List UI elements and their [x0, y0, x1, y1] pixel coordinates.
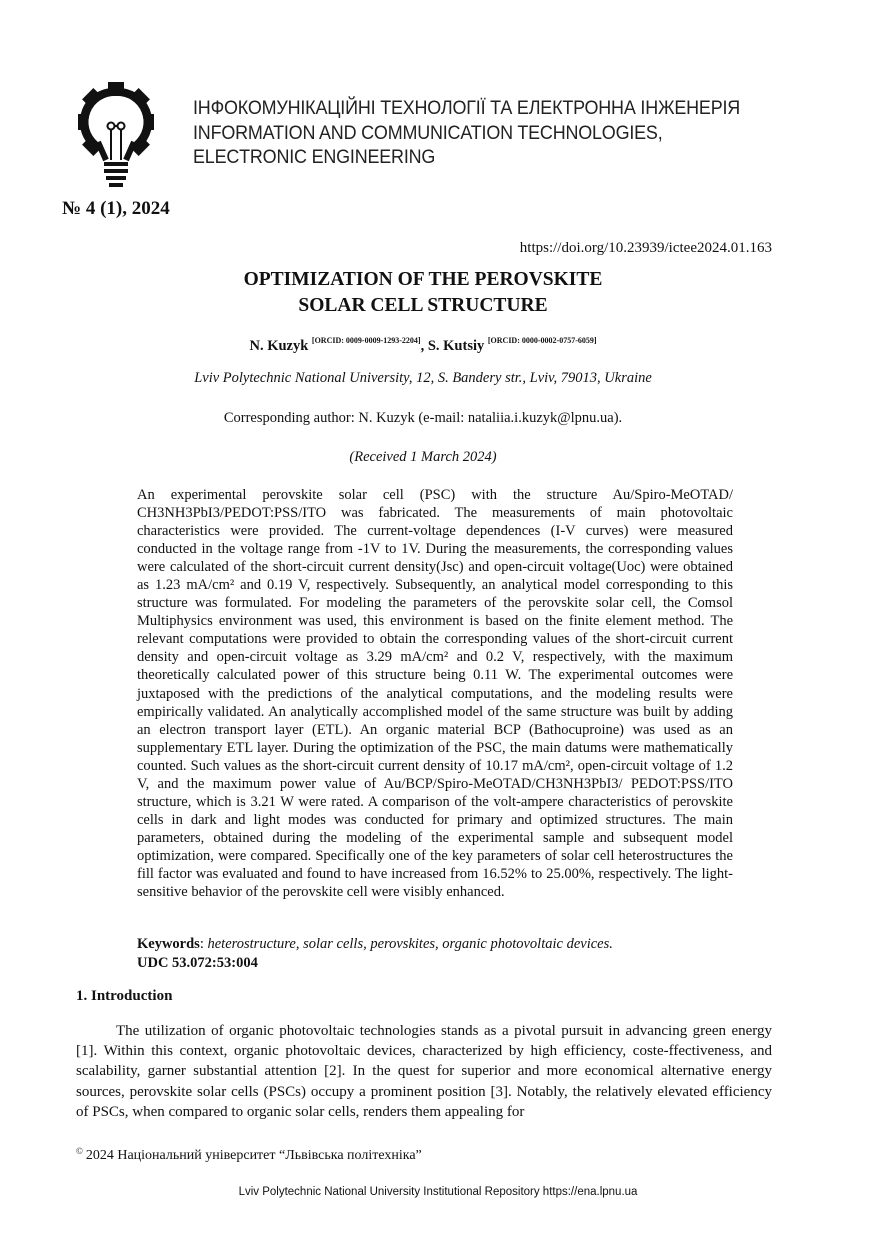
journal-name-english-line2: ELECTRONIC ENGINEERING	[193, 146, 436, 168]
author-name: S. Kutsiy	[427, 338, 485, 354]
introduction-paragraph: The utilization of organic photovoltaic technologies stands as a pivotal pursuit in advancing green energy [1]. Within this context, organic photovoltaic devices, characterized by high efficiency, coste-ffectiveness, and scalability, garner substantial attention [2]. In the quest for superior and more economical alternative energy sources, perovskite solar cells (PSCs) occupy a prominent position [3]. Notably, the relatively elevated efficiency of PSCs, when compared to organic solar cells, renders them appealing for	[76, 1023, 772, 1120]
copyright-notice	[76, 1148, 422, 1164]
author-name: N. Kuzyk	[249, 338, 309, 354]
copyright-symbol: ©	[76, 1146, 83, 1156]
keywords	[137, 936, 613, 953]
journal-name-english-line1: INFORMATION AND COMMUNICATION TECHNOLOGIES,	[193, 121, 663, 144]
affiliation: Lviv Polytechnic National University, 12, S. Bandery str., Lviv, 79013, Ukraine	[194, 370, 652, 386]
article-title	[0, 267, 846, 319]
author-separator: ,	[420, 338, 428, 354]
keywords-label: Keywords	[137, 936, 200, 952]
corresponding-author: Corresponding author: N. Kuzyk (e-mail: nataliia.i.kuzyk@lpnu.ua).	[223, 410, 623, 426]
keywords-colon: :	[199, 936, 208, 952]
gear-lightbulb-icon	[78, 82, 154, 190]
issue-number: № 4 (1), 2024	[62, 198, 170, 219]
section-heading-introduction: 1. Introduction	[76, 988, 173, 1004]
author-list	[0, 338, 846, 355]
udc-code: UDC 53.072:53:004	[137, 955, 258, 971]
copyright-text: 2024 Національний університет “Львівська політехніка”	[85, 1148, 422, 1163]
repository-footer: Lviv Polytechnic National University Institutional Repository https://ena.lpnu.ua	[238, 1186, 638, 1198]
received-date: (Received 1 March 2024)	[349, 449, 497, 465]
keywords-list: heterostructure, solar cells, perovskites, organic photovoltaic devices.	[207, 936, 613, 952]
doi-link[interactable]: https://doi.org/10.23939/ictee2024.01.163	[519, 240, 772, 256]
author-orcid[interactable]: [ORCID: 0000-0002-0757-6059]	[487, 336, 597, 345]
journal-name-ukrainian: ІНФОКОМУНІКАЦІЙНІ ТЕХНОЛОГІЇ ТА ЕЛЕКТРОННА ІНЖЕНЕРІЯ	[193, 97, 741, 119]
journal-title	[193, 96, 740, 170]
article-title-line2: SOLAR CELL STRUCTURE	[298, 295, 548, 316]
article-title-line1: OPTIMIZATION OF THE PEROVSKITE	[243, 269, 603, 290]
abstract: An experimental perovskite solar cell (PSC) with the structure Au/Spiro-MeOTAD/ CH3NH3PbI3/PEDOT:PSS/ITO was fabricated. The measurements of main photovoltaic characteristics were provided. The current-voltage dependences (I-V curves) were measured conducted in the voltage range from -1V to 1V. During the measurements, the corresponding values were calculated of the short-circuit current density(Jsc) and open-circuit voltage(Uoc) were obtained as 1.23 mA/cm² and 0.19 V, respectively. Subsequently, an analytical model corresponding to this structure was formulated. For modeling the parameters of the perovskite solar cell, the Comsol Multiphysics environment was used, this environment is based on the finite element method. The relevant computations were provided to obtain the corresponding values of the short-circuit current density and open-circuit voltage as 3.29 mA/cm² and 0.2 V, respectively, with the maximum theoretically calculated power of this structure being 0.11 W. The experimental outcomes were juxtaposed with the predictions of the analytical computations, and the modeling results were empirically validated. An analytically accomplished model of the same structure was built by adding an electron transport layer (ETL). An organic material BCP (Bathocuproine) was used as an supplementary ETL layer. During the optimization of the PSC, the main datums were mathematically counted. Such values as the short-circuit current density of 10.17 mA/cm², open-circuit voltage of 1.2 V, and the maximum power value of Au/BCP/Spiro-MeOTAD/CH3NH3PbI3/ PEDOT:PSS/ITO structure, which is 3.21 W were rated. A comparison of the volt-ampere characteristics of perovskite cells in dark and light modes was conducted for primary and optimized structures. The main parameters, obtained during the modeling of the experimental sample and subsequent model optimization, were compared. Specifically one of the key parameters of solar cell heterostructures the fill factor was evaluated and found to have increased from 16.52% to 25.00%, respectively. The light-sensitive behavior of the perovskite cell were visibly enhanced.	[137, 487, 733, 901]
author-orcid[interactable]: [ORCID: 0009-0009-1293-2204]	[311, 336, 421, 345]
